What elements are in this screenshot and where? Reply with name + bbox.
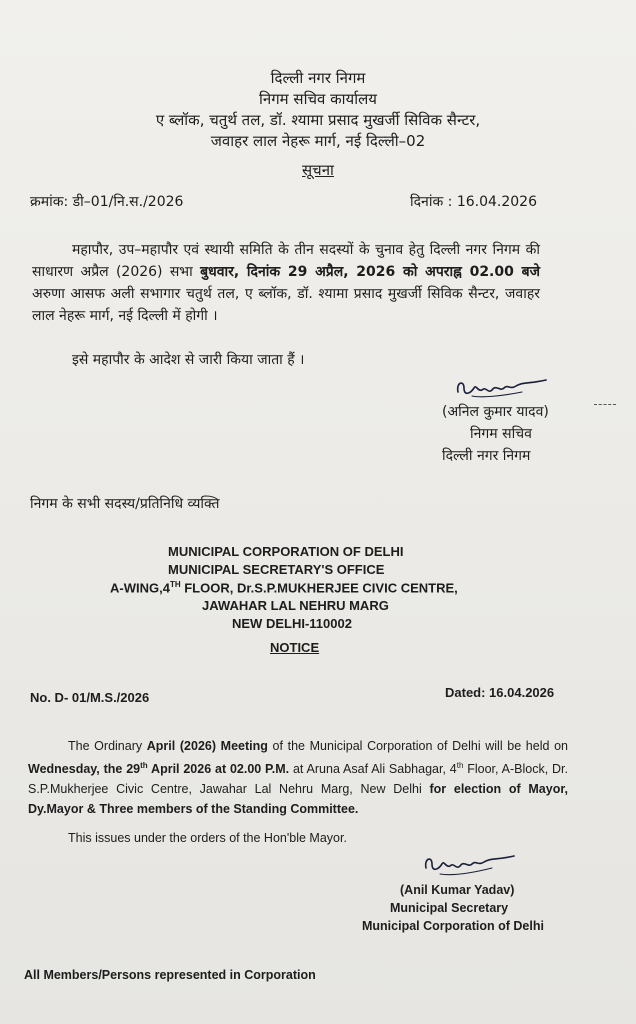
english-signatory-name: (Anil Kumar Yadav) bbox=[400, 883, 515, 897]
hindi-header-address-2: जवाहर लाल नेहरू मार्ग, नई दिल्ली–02 bbox=[210, 132, 426, 150]
english-signature-mark bbox=[420, 848, 520, 882]
address-floor-centre: FLOOR, Dr.S.P.MUKHERJEE CIVIC CENTRE, bbox=[180, 580, 458, 596]
english-header-address-1 bbox=[110, 580, 458, 595]
english-signatory-org: Municipal Corporation of Delhi bbox=[362, 919, 544, 933]
english-signatory-designation: Municipal Secretary bbox=[390, 901, 509, 915]
address-superscript: TH bbox=[169, 580, 181, 589]
english-date: Dated: 16.04.2026 bbox=[445, 685, 555, 700]
hindi-signature-mark bbox=[452, 374, 552, 404]
hindi-ref-number: क्रमांक: डी–01/नि.स./2026 bbox=[30, 194, 184, 210]
hindi-header-office: निगम सचिव कार्यालय bbox=[259, 90, 377, 108]
english-meeting-time: April 2026 at 02.00 P.M. bbox=[147, 762, 290, 777]
margin-mark bbox=[594, 404, 616, 405]
english-day-superscript: th bbox=[140, 761, 148, 770]
hindi-header-org: दिल्ली नगर निगम bbox=[270, 69, 366, 87]
english-ref-number: No. D- 01/M.S./2026 bbox=[30, 690, 150, 705]
english-venue-text-1: at Aruna Asaf Ali Sabhagar, 4 bbox=[289, 762, 457, 777]
english-venue-text-2: Floor, A-Block, Dr. S.P.Mukherjee Civic Centre, Jawahar Lal Nehru Marg, New Delhi bbox=[28, 762, 568, 797]
english-header-org: MUNICIPAL CORPORATION OF DELHI bbox=[168, 544, 404, 559]
english-election-purpose: for election of Mayor, Dy.Mayor & Three members of the Standing Committee. bbox=[28, 782, 568, 817]
english-header-address-2: JAWAHAR LAL NEHRU MARG bbox=[202, 598, 389, 613]
english-meeting-day: Wednesday, the 29 bbox=[28, 762, 141, 777]
hindi-date: दिनांक : 16.04.2026 bbox=[410, 194, 537, 210]
english-header-address-3: NEW DELHI-110002 bbox=[232, 616, 352, 631]
hindi-meeting-datetime: बुधवार, दिनांक 29 अप्रैल, 2026 को अपराह्न 02.00 बजे bbox=[200, 264, 540, 280]
english-header-office: MUNICIPAL SECRETARY'S OFFICE bbox=[168, 562, 385, 577]
hindi-notice-paragraph bbox=[32, 239, 540, 327]
hindi-signatory-name: (अनिल कुमार यादव) bbox=[442, 404, 549, 420]
english-paragraph-text-1: The Ordinary bbox=[68, 739, 147, 753]
english-recipients: All Members/Persons represented in Corporation bbox=[24, 968, 316, 982]
hindi-header-address-1: ए ब्लॉक, चतुर्थ तल, डॉ. श्यामा प्रसाद मुखर्जी सिविक सैन्टर, bbox=[155, 111, 481, 129]
hindi-venue-text: अरुणा आसफ अली सभागार चतुर्थ तल, ए ब्लॉक, डॉ. श्यामा प्रसाद मुखर्जी सिविक सैन्टर, जवाहर लाल नेहरू मार्ग, नई दिल्ली में होगी । bbox=[32, 286, 540, 324]
english-notice-title: NOTICE bbox=[270, 640, 320, 655]
hindi-paragraph-text: महापौर, उप–महापौर एवं स्थायी समिति के तीन सदस्यों के चुनाव हेतु दिल्ली नगर निगम की साधारण अप्रैल (2026) सभा bbox=[32, 242, 540, 280]
hindi-recipients: निगम के सभी सदस्य/प्रतिनिधि व्यक्ति bbox=[30, 496, 220, 512]
hindi-notice-title: सूचना bbox=[302, 161, 334, 179]
english-paragraph-text-2: of the Municipal Corporation of Delhi will be held on bbox=[267, 739, 568, 753]
address-wing: A-WING,4 bbox=[110, 580, 170, 596]
hindi-order-line: इसे महापौर के आदेश से जारी किया जाता हैं । bbox=[72, 352, 305, 368]
hindi-signatory-org: दिल्ली नगर निगम bbox=[442, 448, 531, 464]
english-meeting-name: April (2026) Meeting bbox=[146, 739, 268, 753]
english-floor-superscript: th bbox=[456, 761, 464, 770]
hindi-signatory-designation: निगम सचिव bbox=[470, 426, 532, 442]
english-notice-paragraph bbox=[28, 736, 568, 819]
english-order-line: This issues under the orders of the Hon'ble Mayor. bbox=[68, 831, 347, 845]
